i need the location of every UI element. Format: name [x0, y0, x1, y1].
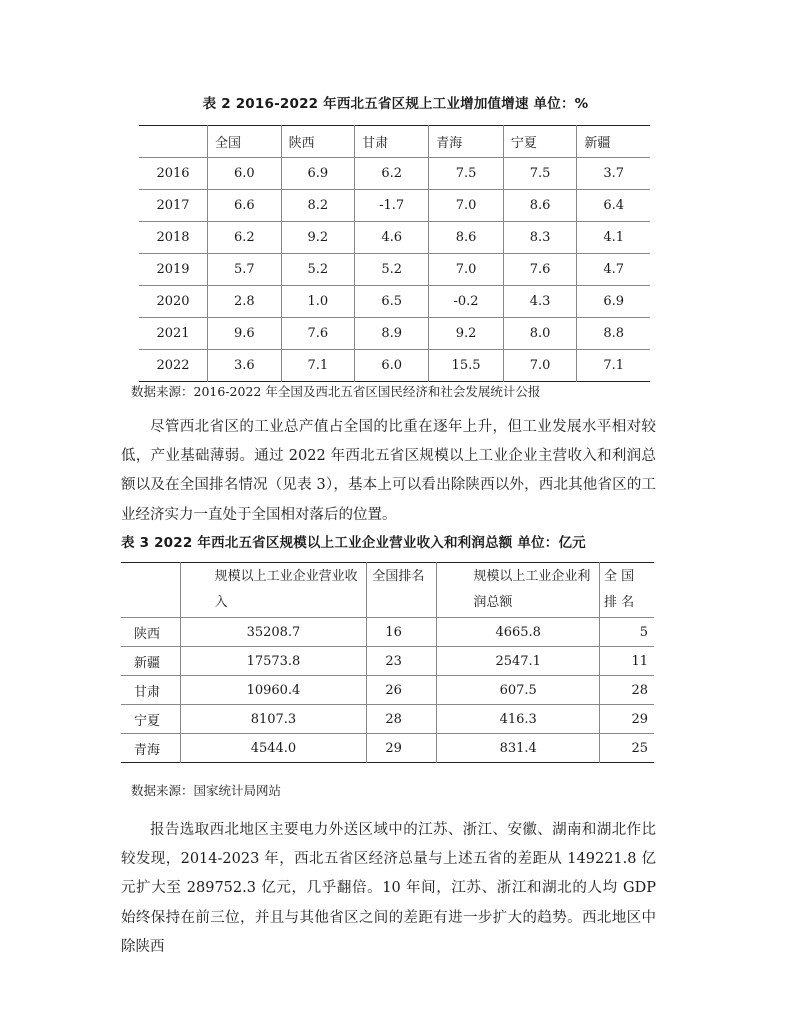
- value-cell: 35208.7: [180, 618, 367, 647]
- year-cell: 2017: [139, 190, 208, 222]
- rank-cell: 11: [600, 647, 654, 676]
- value-cell: 7.0: [429, 254, 504, 286]
- value-cell: 831.4: [437, 734, 600, 763]
- rank-cell: 25: [600, 734, 654, 763]
- table-row: [139, 350, 650, 382]
- value-cell: 7.6: [503, 254, 577, 286]
- header-cell: 青海: [429, 126, 504, 158]
- header-cell: 全国排名: [367, 563, 437, 618]
- value-cell: 7.1: [281, 350, 355, 382]
- value-cell: 4.1: [577, 222, 650, 254]
- value-cell: 4.6: [355, 222, 429, 254]
- value-cell: 9.2: [281, 222, 355, 254]
- value-cell: 6.0: [208, 158, 282, 190]
- value-cell: 8.9: [355, 318, 429, 350]
- value-cell: 5.7: [208, 254, 282, 286]
- year-cell: 2019: [139, 254, 208, 286]
- revenue-profit-table: [121, 562, 654, 763]
- header-cell: [139, 126, 208, 158]
- value-cell: 2.8: [208, 286, 282, 318]
- rank-cell: 26: [367, 676, 437, 705]
- table2-caption: 表 2 2016-2022 年西北五省区规上工业增加值增速 单位：%: [202, 96, 589, 112]
- table-row: [139, 158, 650, 190]
- value-cell: 6.2: [355, 158, 429, 190]
- province-cell: 青海: [121, 734, 180, 763]
- table-row: [139, 254, 650, 286]
- value-cell: 7.0: [503, 350, 577, 382]
- year-cell: 2016: [156, 166, 190, 181]
- value-cell: 7.6: [281, 318, 355, 350]
- table-row: [121, 705, 654, 734]
- year-cell: 2018: [139, 222, 208, 254]
- header-cell: 新疆: [577, 126, 650, 158]
- rank-cell: 29: [367, 734, 437, 763]
- value-cell: 8.3: [503, 222, 577, 254]
- value-cell: 9.6: [208, 318, 282, 350]
- value-cell: 17573.8: [180, 647, 367, 676]
- table2-source-note: 数据来源：2016-2022 年全国及西北五省区国民经济和社会发展统计公报: [131, 384, 541, 399]
- body-paragraph: 报告选取西北地区主要电力外送区域中的江苏、浙江、安徽、湖南和湖北作比较发现，2014-2023 年，西北五省区经济总量与上述五省的差距从 149221.8 亿元扩大至 289752.3 亿元，几乎翻倍。10 年间，江苏、浙江和湖北的人均 GDP 始终保持在前三位，并且与其他省区之间的差距有进一步扩大的趋势。西北地区中除陕西: [121, 822, 656, 955]
- value-cell: 3.7: [577, 158, 650, 190]
- value-cell: 5.2: [281, 254, 355, 286]
- value-cell: 9.2: [429, 318, 504, 350]
- value-cell: 4665.8: [437, 618, 600, 647]
- header-cell: 全 国 排 名: [600, 563, 654, 618]
- header-cell: [121, 563, 180, 618]
- value-cell: 6.4: [577, 190, 650, 222]
- body-paragraph: 尽管西北省区的工业总产值占全国的比重在逐年上升，但工业发展水平相对较低，产业基础薄弱。通过 2022 年西北五省区规模以上工业企业主营收入和利润总额以及在全国排名情况（见表 3），基本上可以看出除陕西以外，西北其他省区的工业经济实力一直处于全国相对落后的位置。: [121, 419, 656, 523]
- header-cell: 规模以上工业企业营业收入: [180, 563, 367, 618]
- table-row: [139, 286, 650, 318]
- header-cell: 宁夏: [503, 126, 577, 158]
- header-cell: 陕西: [281, 126, 355, 158]
- value-cell: 7.5: [429, 158, 504, 190]
- value-cell: 8.8: [577, 318, 650, 350]
- table-row: [121, 676, 654, 705]
- table-row: [121, 618, 654, 647]
- table-row: [139, 190, 650, 222]
- rank-cell: 23: [367, 647, 437, 676]
- value-cell: 5.2: [355, 254, 429, 286]
- value-cell: 3.6: [208, 350, 282, 382]
- value-cell: 4544.0: [180, 734, 367, 763]
- province-cell: 宁夏: [121, 705, 180, 734]
- value-cell: -0.2: [429, 286, 504, 318]
- province-cell: 陕西: [134, 626, 161, 642]
- table3-source-note: 数据来源：国家统计局网站: [131, 783, 282, 798]
- value-cell: 607.5: [437, 676, 600, 705]
- value-cell: 8107.3: [180, 705, 367, 734]
- rank-cell: 28: [600, 676, 654, 705]
- value-cell: 1.0: [281, 286, 355, 318]
- table-header-row: [139, 126, 650, 158]
- value-cell: -1.7: [355, 190, 429, 222]
- value-cell: 4.3: [503, 286, 577, 318]
- table-row: [121, 647, 654, 676]
- header-cell: 全国: [208, 126, 282, 158]
- growth-rate-table: [139, 125, 650, 382]
- rank-cell: 29: [600, 705, 654, 734]
- value-cell: 4.7: [577, 254, 650, 286]
- rank-cell: 5: [600, 618, 654, 647]
- table-row: [139, 222, 650, 254]
- value-cell: 8.2: [281, 190, 355, 222]
- value-cell: 6.9: [281, 158, 355, 190]
- province-cell: 甘肃: [121, 676, 180, 705]
- value-cell: 15.5: [429, 350, 504, 382]
- value-cell: 7.0: [429, 190, 504, 222]
- value-cell: 6.5: [355, 286, 429, 318]
- table-row: [121, 734, 654, 763]
- year-cell: 2021: [139, 318, 208, 350]
- value-cell: 8.6: [429, 222, 504, 254]
- value-cell: 8.6: [503, 190, 577, 222]
- header-cell: 规模以上工业企业利润总额: [437, 563, 600, 618]
- year-cell: 2020: [139, 286, 208, 318]
- year-cell: 2022: [139, 350, 208, 382]
- value-cell: 6.0: [355, 350, 429, 382]
- value-cell: 10960.4: [180, 676, 367, 705]
- value-cell: 2547.1: [437, 647, 600, 676]
- rank-cell: 28: [367, 705, 437, 734]
- table-row: [139, 318, 650, 350]
- table-header-row: [121, 563, 654, 618]
- value-cell: 6.2: [208, 222, 282, 254]
- rank-cell: 16: [367, 618, 437, 647]
- value-cell: 6.9: [577, 286, 650, 318]
- province-cell: 新疆: [121, 647, 180, 676]
- header-cell: 甘肃: [355, 126, 429, 158]
- value-cell: 8.0: [503, 318, 577, 350]
- value-cell: 416.3: [437, 705, 600, 734]
- value-cell: 7.5: [503, 158, 577, 190]
- value-cell: 6.6: [208, 190, 282, 222]
- value-cell: 7.1: [577, 350, 650, 382]
- table3-caption: 表 3 2022 年西北五省区规模以上工业企业营业收入和利润总额 单位：亿元: [121, 535, 586, 551]
